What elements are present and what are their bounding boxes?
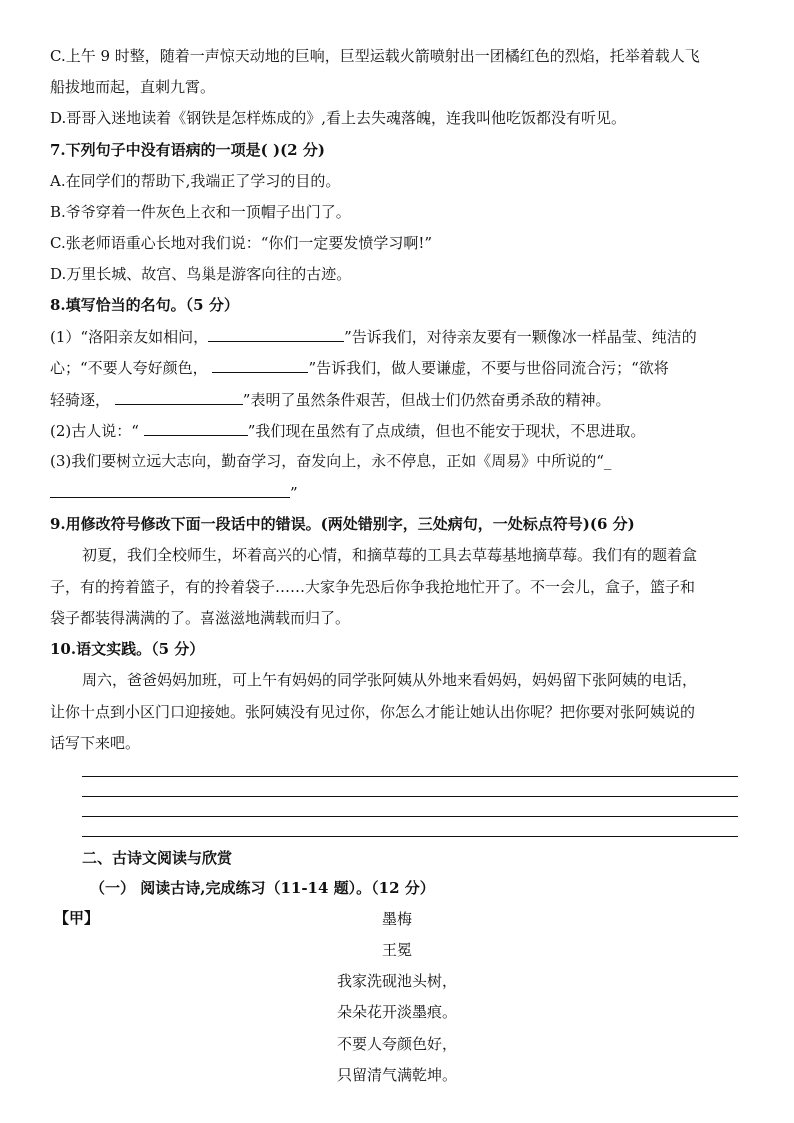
- q6-option-c-line2: 船拔地而起，直刺九霄。: [50, 78, 216, 96]
- answer-line[interactable]: [82, 816, 738, 817]
- q7-option-a: A.在同学们的帮助下,我端正了学习的目的。: [50, 172, 341, 190]
- fill-blank[interactable]: [208, 326, 344, 342]
- q8-item1-text-c: 心；“不要人夸好颜色，: [50, 359, 213, 377]
- q9-passage-line2: 子，有的挎着篮子，有的拎着袋子……大家争先恐后你争我抢地忙开了。不一会儿，盒子，篮子和: [50, 578, 696, 596]
- q8-item1-line1: [50, 326, 697, 347]
- q7-option-b: B.爷爷穿着一件灰色上衣和一顶帽子出门了。: [50, 203, 351, 221]
- answer-line[interactable]: [82, 796, 738, 797]
- section2-sub-heading: （一） 阅读古诗,完成练习（11-14 题）。（12 分）: [90, 879, 435, 897]
- section2-heading: 二、古诗文阅读与欣赏: [82, 849, 233, 867]
- q8-item3-line2: [50, 482, 298, 503]
- q8-item2: [50, 420, 645, 441]
- fill-blank[interactable]: [50, 482, 290, 498]
- q6-option-d: D.哥哥入迷地读着《钢铁是怎样炼成的》,看上去失魂落魄，连我叫他吃饭都没有听见。: [50, 109, 627, 127]
- poem-line-3: 不要人夸颜色好，: [336, 1035, 457, 1053]
- answer-line[interactable]: [82, 836, 738, 837]
- q10-prompt-line1: 周六，爸爸妈妈加班，可上午有妈妈的同学张阿姨从外地来看妈妈，妈妈留下张阿姨的电话，: [82, 671, 698, 689]
- q7-option-d: D.万里长城、故宫、鸟巢是游客向往的古迹。: [50, 265, 352, 283]
- q8-item2-text-b: ”我们现在虽然有了点成绩，但也不能安于现状，不思进取。: [247, 422, 646, 440]
- q8-item1-line2: [50, 357, 669, 378]
- poem-line-1: 我家洗砚池头树，: [336, 972, 457, 990]
- poem-line-2: 朵朵花开淡墨痕。: [336, 1003, 457, 1021]
- q10-prompt-line2: 让你十点到小区门口迎接她。张阿姨没有见过你，你怎么才能让她认出你呢？把你要对张阿姨说的: [50, 703, 696, 721]
- q8-item1-text-f: ”表明了虽然条件艰苦，但战士们仍然奋勇杀敌的精神。: [242, 391, 611, 409]
- q8-item3-text-b: ”: [290, 484, 298, 502]
- q8-item1-text-b: ”告诉我们，对待亲友要有一颗像冰一样晶莹、纯洁的: [344, 328, 697, 346]
- q10-heading: 10.语文实践。（5 分）: [50, 640, 205, 658]
- poem-marker: 【甲】: [54, 909, 100, 927]
- q10-prompt-line3: 话写下来吧。: [50, 734, 141, 752]
- q7-option-c: C.张老师语重心长地对我们说：“你们一定要发愤学习啊!”: [50, 234, 433, 252]
- q8-item3-line1: (3)我们要树立远大志向，勤奋学习，奋发向上，永不停息，正如《周易》中所说的“_: [50, 452, 612, 470]
- fill-blank[interactable]: [115, 389, 243, 405]
- q9-passage-line3: 袋子都装得满满的了。喜滋滋地满载而归了。: [50, 609, 351, 627]
- q8-item1-text-d: ”告诉我们，做人要谦虚，不要与世俗同流合污；“欲将: [308, 359, 669, 377]
- q9-heading: 9.用修改符号修改下面一段话中的错误。(两处错别字，三处病句，一处标点符号)(6 分): [50, 515, 635, 533]
- q8-item1-line3: [50, 389, 610, 410]
- q8-item2-text-a: (2)古人说：“: [50, 422, 144, 440]
- poem-title: 墨梅: [381, 910, 412, 928]
- q7-heading: 7.下列句子中没有语病的一项是( )(2 分): [50, 141, 325, 159]
- fill-blank[interactable]: [144, 420, 248, 436]
- q8-item1-text-a: (1）“洛阳亲友如相问，: [50, 328, 209, 346]
- fill-blank[interactable]: [212, 357, 308, 373]
- poem-author: 王冕: [381, 941, 412, 959]
- q8-item1-text-e: 轻骑逐，: [50, 391, 115, 409]
- q9-passage-line1: 初夏，我们全校师生，坏着高兴的心情，和摘草莓的工具去草莓基地摘草莓。我们有的题着盒: [82, 546, 698, 564]
- answer-line[interactable]: [82, 776, 738, 777]
- poem-line-4: 只留清气满乾坤。: [336, 1066, 457, 1084]
- q8-heading: 8.填写恰当的名句。（5 分）: [50, 296, 239, 314]
- q6-option-c-line1: C.上午 9 时整，随着一声惊天动地的巨响，巨型运载火箭喷射出一团橘红色的烈焰，托举着载人飞: [50, 47, 700, 65]
